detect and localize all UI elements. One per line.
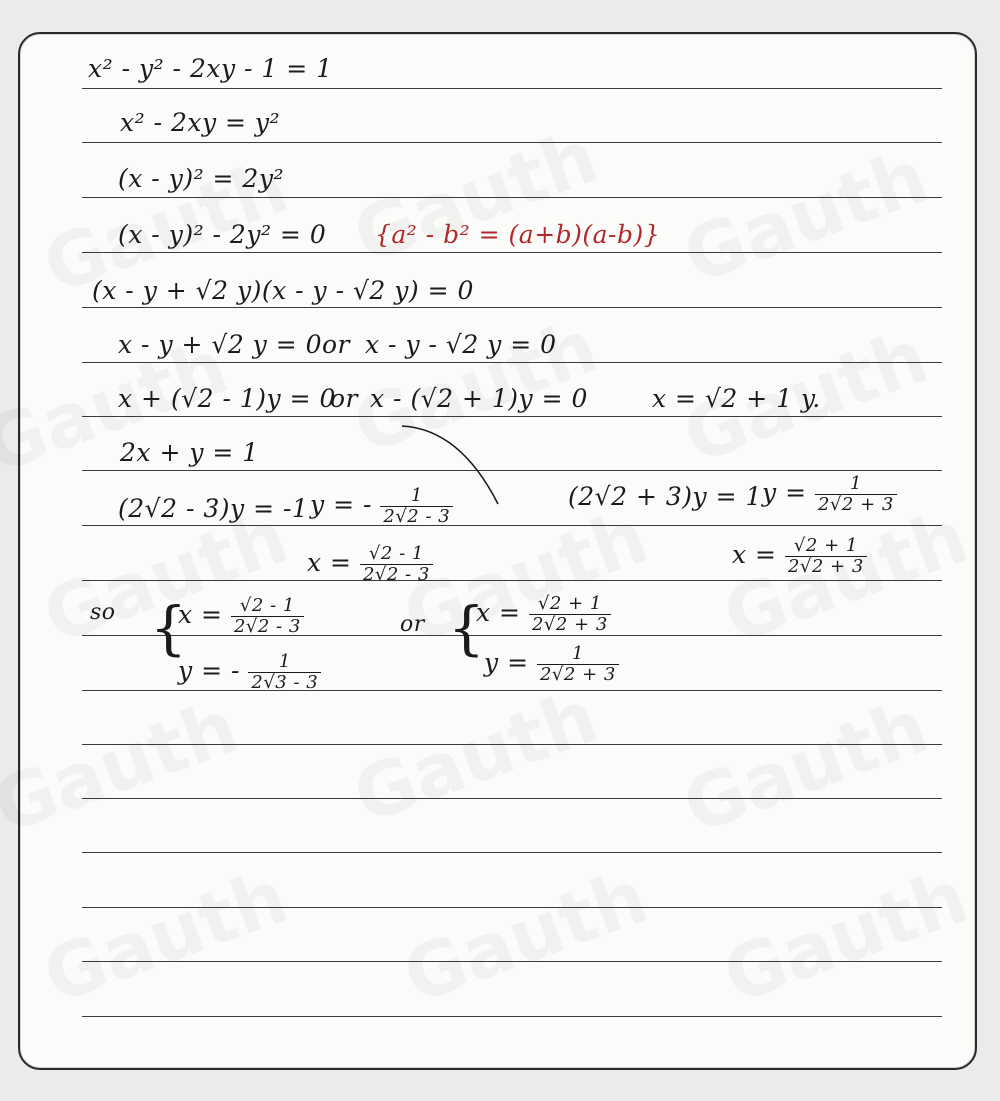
equation-line-2: x² - 2xy = y² — [120, 108, 281, 137]
fraction: $\frac{1}{2√2 + 3}$ — [537, 644, 619, 685]
fraction: $\frac{√2 - 1}{2√2 - 3}$ — [231, 596, 304, 637]
solution-2-y: y = $\frac{1}{2√2 + 3}$ — [484, 644, 619, 685]
fraction: $\frac{1}{2√3 - 3}$ — [248, 652, 321, 693]
equation-line-9d: y = $\frac{1}{2√2 + 3}$ — [762, 474, 897, 515]
equation-line-9b: y = - $\frac{1}{2√2 - 3}$ — [310, 486, 453, 527]
or-label: or — [400, 612, 425, 637]
equation-line-10b: x = $\frac{√2 + 1}{2√2 + 3}$ — [732, 536, 867, 577]
fraction: $\frac{1}{2√2 - 3}$ — [380, 486, 453, 527]
identity-note: {a² - b² = (a+b)(a-b)} — [375, 220, 661, 249]
fraction: $\frac{√2 - 1}{2√2 - 3}$ — [360, 544, 433, 585]
arrow-icon — [20, 34, 975, 1068]
equation-line-8: 2x + y = 1 — [120, 438, 259, 467]
fraction: $\frac{1}{2√2 + 3}$ — [815, 474, 897, 515]
equation-line-5: (x - y + √2 y)(x - y - √2 y) = 0 — [92, 276, 474, 305]
solution-1-x: x = $\frac{√2 - 1}{2√2 - 3}$ — [178, 596, 304, 637]
left-brace-icon: { — [448, 594, 485, 662]
equation-line-7c: x = √2 + 1 y. — [652, 384, 821, 413]
equation-line-9a: (2√2 - 3)y = -1 — [118, 494, 309, 523]
equation-line-4: (x - y)² - 2y² = 0 — [118, 220, 327, 249]
equation-line-7b: x - (√2 + 1)y = 0 — [370, 384, 588, 413]
or-label: or — [330, 384, 359, 413]
so-label: so — [90, 600, 116, 625]
fraction: $\frac{√2 + 1}{2√2 + 3}$ — [529, 594, 611, 635]
solution-1-y: y = - $\frac{1}{2√3 - 3}$ — [178, 652, 321, 693]
equation-line-1: x² - y² - 2xy - 1 = 1 — [88, 54, 333, 83]
notebook-page — [18, 32, 977, 1070]
equation-line-3: (x - y)² = 2y² — [118, 164, 284, 193]
left-brace-icon: { — [150, 594, 187, 662]
solution-2-x: x = $\frac{√2 + 1}{2√2 + 3}$ — [476, 594, 611, 635]
equation-line-7a: x + (√2 - 1)y = 0 — [118, 384, 336, 413]
fraction: $\frac{√2 + 1}{2√2 + 3}$ — [785, 536, 867, 577]
or-label: or — [322, 330, 351, 359]
equation-line-6a: x - y + √2 y = 0 — [118, 330, 323, 359]
equation-line-9c: (2√2 + 3)y = 1 — [568, 482, 762, 511]
equation-line-6b: x - y - √2 y = 0 — [365, 330, 557, 359]
equation-line-10a: x = $\frac{√2 - 1}{2√2 - 3}$ — [307, 544, 433, 585]
